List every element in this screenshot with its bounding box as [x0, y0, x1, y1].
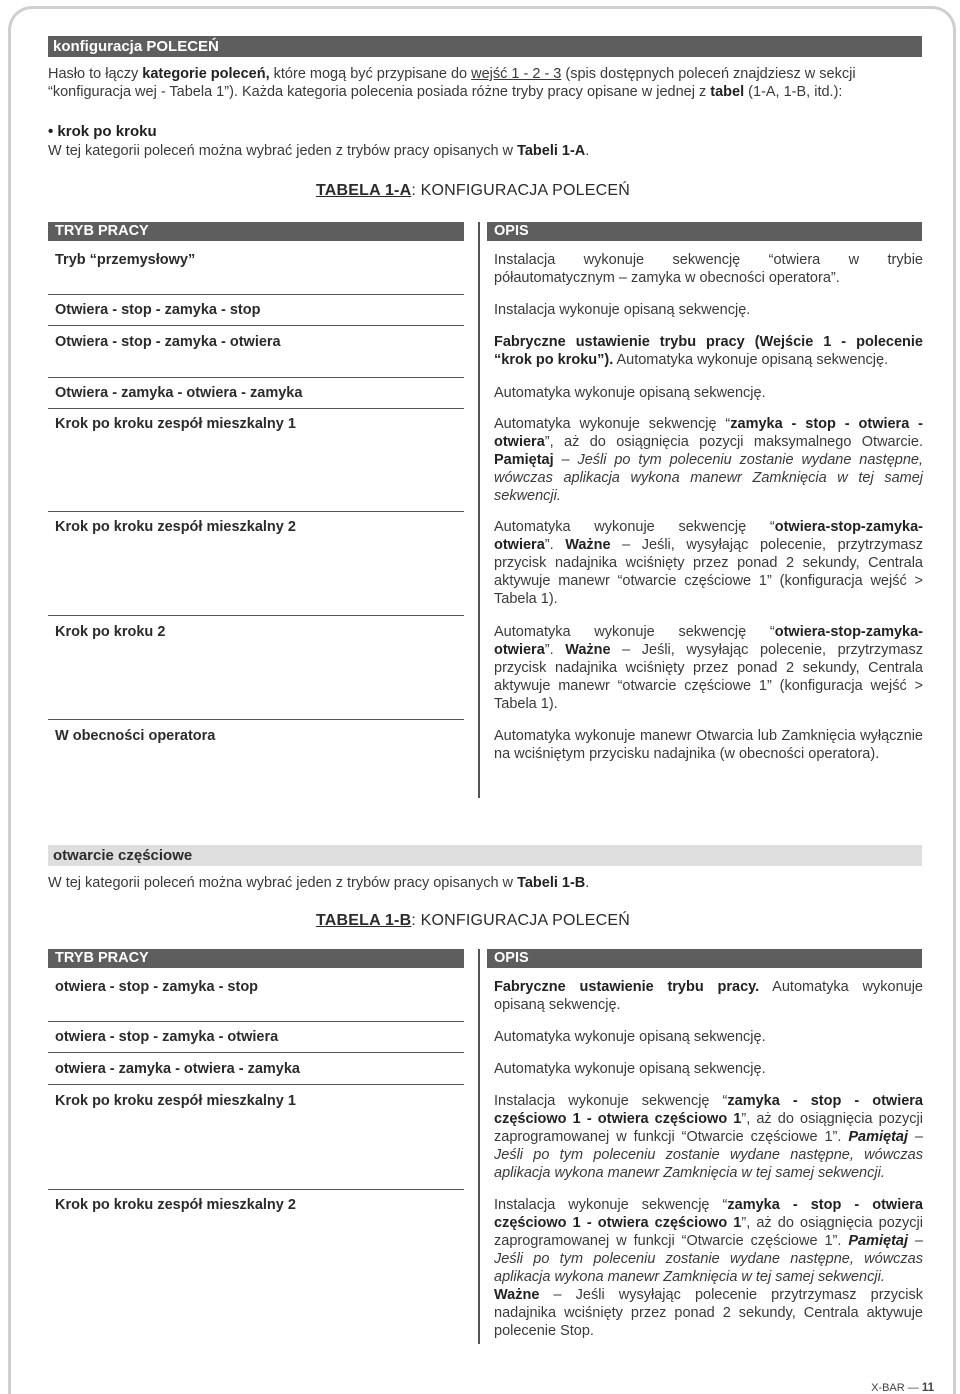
bullet-krok-po-kroku: • krok po kroku	[48, 123, 157, 140]
table-a-desc: Automatyka wykonuje sekwencję “otwiera-stop-zamyka-otwiera”. Ważne – Jeśli, wysyłając polecenie, przytrzymasz przycisk nadajnika wciśnięty przez ponad 2 sekundy, Centrala aktywuje manewr “otwarcie częściowe 1” (konfiguracja wejść > Tabela 1).	[494, 624, 923, 712]
section-title-konfiguracja: konfiguracja POLECEŃ	[48, 36, 922, 57]
table-b-title: TABELA 1-B: KONFIGURACJA POLECEŃ	[316, 912, 630, 929]
table-a-desc: Automatyka wykonuje sekwencję “otwiera-stop-zamyka-otwiera”. Ważne – Jeśli, wysyłając polecenie, przytrzymasz przycisk nadajnika wciśnięty przez ponad 2 sekundy, Centrala aktywuje manewr “otwarcie częściowe 1” (konfiguracja wejść > Tabela 1).	[494, 519, 923, 607]
table-b-col-mode: TRYB PRACY	[48, 949, 464, 968]
table-b-mode: otwiera - stop - zamyka - otwiera	[55, 1029, 279, 1045]
table-a-row-line	[48, 511, 464, 512]
table-a-row-line	[48, 719, 464, 720]
bullet-description: W tej kategorii poleceń można wybrać jeden z trybów pracy opisanych w Tabeli 1-A.	[48, 143, 590, 159]
table-b-mode: Krok po kroku zespół mieszkalny 1	[55, 1093, 296, 1109]
intro-paragraph: Hasło to łączy kategorie poleceń, które mogą być przypisane do wejść 1 - 2 - 3 (spis dostępnych poleceń znajdziesz w sekcji “konfiguracja wej - Tabela 1”). Każda kategoria polecenia posiada różne tryby pracy opisane w jednej z tabel (1-A, 1-B, itd.):	[48, 66, 856, 100]
table-a-row-line	[48, 408, 464, 409]
table-a-col-desc: OPIS	[487, 222, 922, 241]
table-a-mode: Krok po kroku zespół mieszkalny 1	[55, 416, 296, 432]
page-number: 11	[921, 1382, 934, 1394]
table-a-desc: Automatyka wykonuje opisaną sekwencję.	[494, 385, 766, 401]
table-b-desc: Automatyka wykonuje opisaną sekwencję.	[494, 1061, 766, 1077]
table-a-row-line	[48, 325, 464, 326]
table-a-desc: Automatyka wykonuje sekwencję “zamyka - stop - otwiera - otwiera”, aż do osiągnięcia pozycji maksymalnego Otwarcie. Pamiętaj – Jeśli po tym poleceniu zostanie wydane następne, wówczas aplikacja wykona manewr Zamknięcia w tej samej sekwencji.	[494, 416, 923, 504]
table-b-col-desc: OPIS	[487, 949, 922, 968]
table-b-row-line	[48, 1189, 464, 1190]
section-title-otwarcie: otwarcie częściowe	[48, 845, 922, 866]
table-a-mode: Krok po kroku 2	[55, 624, 166, 640]
table-b-mode: Krok po kroku zespół mieszkalny 2	[55, 1197, 296, 1213]
table-b-desc: Fabryczne ustawienie trybu pracy. Automatyka wykonuje opisaną sekwencję.	[494, 979, 923, 1013]
table-a-desc: Fabryczne ustawienie trybu pracy (Wejście 1 - polecenie “krok po kroku”). Automatyka wykonuje opisaną sekwencję.	[494, 334, 923, 368]
table-a-mode: Otwiera - zamyka - otwiera - zamyka	[55, 385, 303, 401]
table-b-mode: otwiera - zamyka - otwiera - zamyka	[55, 1061, 300, 1077]
table-a-mode: Otwiera - stop - zamyka - otwiera	[55, 334, 281, 350]
table-b-desc: Instalacja wykonuje sekwencję “zamyka - stop - otwiera częściowo 1 - otwiera częściowo 1”, aż do osiągnięcia pozycji zaprogramowanej w funkcji “Otwarcie częściowe 1”. Pamiętaj – Jeśli po tym poleceniu zostanie wydane następne, wówczas aplikacja wykona manewr Zamknięcia w tej samej sekwencji. Ważne – Jeśli wysyłając polecenie przytrzymasz przycisk nadajnika wciśnięty przez ponad 2 sekundy, Centrala aktywuje polecenie Stop.	[494, 1197, 924, 1339]
table-a-mode: Tryb “przemysłowy”	[55, 252, 196, 268]
table-a-mode: W obecności operatora	[55, 728, 216, 744]
table-a-mode: Krok po kroku zespół mieszkalny 2	[55, 519, 296, 535]
table-a-col-mode: TRYB PRACY	[48, 222, 464, 241]
table-b-desc: Instalacja wykonuje sekwencję “zamyka - stop - otwiera częściowo 1 - otwiera częściowo 1”, aż do osiągnięcia pozycji zaprogramowanej w funkcji “Otwarcie częściowe 1”. Pamiętaj – Jeśli po tym poleceniu zostanie wydane następne, wówczas aplikacja wykona manewr Zamknięcia w tej samej sekwencji.	[494, 1093, 924, 1181]
table-b-row-line	[48, 1084, 464, 1085]
section2-description: W tej kategorii poleceń można wybrać jeden z trybów pracy opisanych w Tabeli 1-B.	[48, 875, 590, 891]
table-b-divider	[478, 949, 480, 1344]
table-b-desc: Automatyka wykonuje opisaną sekwencję.	[494, 1029, 766, 1045]
table-a-mode: Otwiera - stop - zamyka - stop	[55, 302, 261, 318]
table-a-divider	[478, 222, 480, 798]
table-a-title: TABELA 1-A: KONFIGURACJA POLECEŃ	[316, 182, 630, 199]
footer-model: X-BAR	[871, 1382, 905, 1394]
table-a-desc: Instalacja wykonuje sekwencję “otwiera w trybie półautomatycznym – zamyka w obecności operatora”.	[494, 252, 923, 286]
table-b-row-line	[48, 1052, 464, 1053]
table-b-row-line	[48, 1021, 464, 1022]
table-a-row-line	[48, 377, 464, 378]
page-footer: X-BAR — 11	[871, 1382, 934, 1394]
table-a-desc: Automatyka wykonuje manewr Otwarcia lub Zamknięcia wyłącznie na wciśniętym przycisku nadajnika (w obecności operatora).	[494, 728, 923, 762]
table-a-row-line	[48, 294, 464, 295]
table-a-desc: Instalacja wykonuje opisaną sekwencję.	[494, 302, 751, 318]
table-b-mode: otwiera - stop - zamyka - stop	[55, 979, 259, 995]
table-a-row-line	[48, 615, 464, 616]
